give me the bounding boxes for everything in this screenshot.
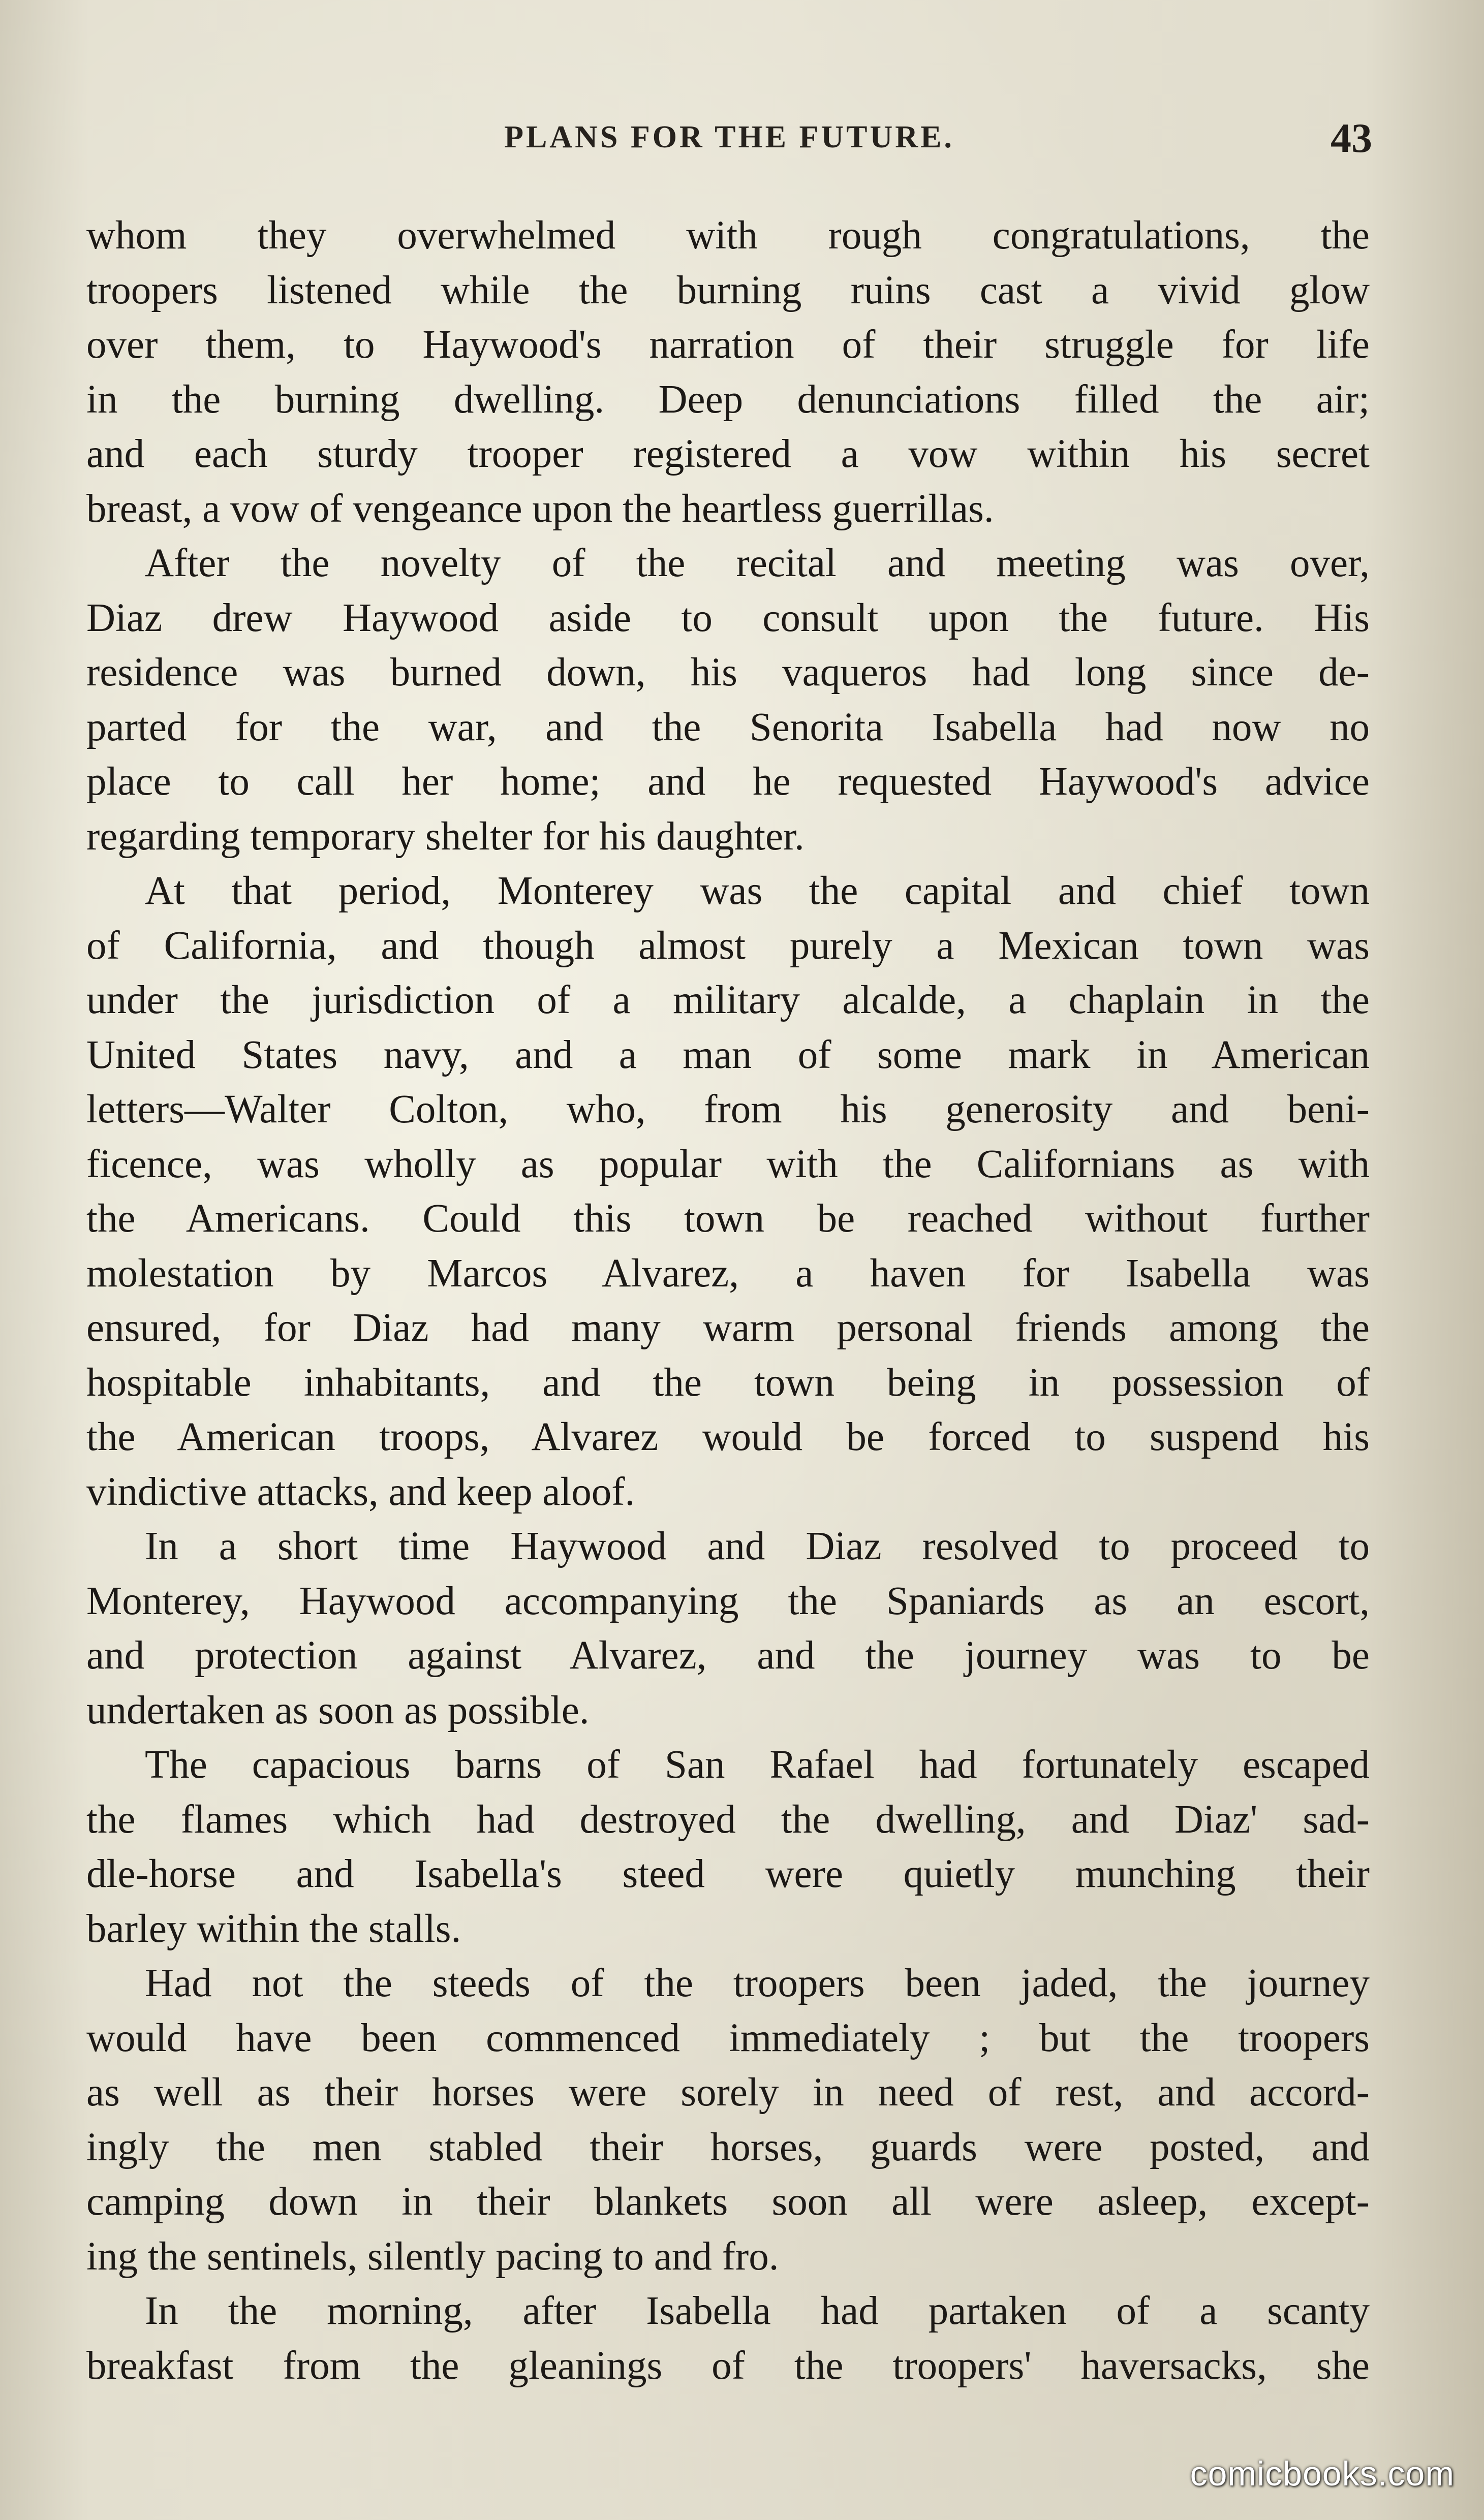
text-line: United States navy, and a man of some mark in American: [86, 1032, 1370, 1077]
text-line: residence was burned down, his vaqueros had long since de-: [86, 650, 1370, 695]
text-line: breast, a vow of vengeance upon the heartless guerrillas.: [86, 486, 994, 531]
text-line: vindictive attacks, and keep aloof.: [86, 1469, 635, 1514]
text-line: of California, and though almost purely a Mexican town was: [86, 923, 1370, 968]
text-line: ing the sentinels, silently pacing to and fro.: [86, 2234, 779, 2279]
text-line: troopers listened while the burning ruins cast a vivid glow: [86, 268, 1370, 312]
text-line: place to call her home; and he requested Haywood's advice: [86, 760, 1370, 804]
text-line: ficence, was wholly as popular with the Californians as with: [86, 1142, 1370, 1186]
text-line: the flames which had destroyed the dwelling, and Diaz' sad-: [86, 1797, 1370, 1842]
text-line: letters—Walter Colton, who, from his generosity and beni-: [86, 1087, 1370, 1131]
text-line: under the jurisdiction of a military alcalde, a chaplain in the: [86, 978, 1370, 1022]
text-line: as well as their horses were sorely in need of rest, and accord-: [86, 2070, 1370, 2115]
text-line: parted for the war, and the Senorita Isabella had now no: [86, 705, 1370, 749]
text-line: In the morning, after Isabella had partaken of a scanty: [145, 2289, 1370, 2333]
text-line: would have been commenced immediately ; but the troopers: [86, 2015, 1370, 2060]
text-line: ingly the men stabled their horses, guards were posted, and: [86, 2125, 1370, 2169]
text-line: barley within the stalls.: [86, 1906, 461, 1951]
text-line: regarding temporary shelter for his daughter.: [86, 814, 805, 859]
text-line: the Americans. Could this town be reached without further: [86, 1196, 1370, 1241]
running-head: [86, 114, 1372, 170]
text-line: ensured, for Diaz had many warm personal friends among the: [86, 1306, 1370, 1350]
body-text: [86, 208, 1370, 2393]
text-line: dle-horse and Isabella's steed were quietly munching their: [86, 1852, 1370, 1896]
page-number: 43: [1331, 115, 1372, 161]
text-line: and each sturdy trooper registered a vow within his secret: [86, 432, 1370, 476]
text-line: At that period, Monterey was the capital and chief town: [145, 869, 1370, 913]
text-line: After the novelty of the recital and meeting was over,: [145, 541, 1370, 585]
text-line: In a short time Haywood and Diaz resolved to proceed to: [145, 1524, 1370, 1568]
text-line: undertaken as soon as possible.: [86, 1688, 590, 1732]
watermark: comicbooks.com: [1190, 2454, 1455, 2493]
text-line: molestation by Marcos Alvarez, a haven for Isabella was: [86, 1251, 1370, 1296]
text-line: camping down in their blankets soon all were asleep, except-: [86, 2180, 1370, 2224]
text-line: whom they overwhelmed with rough congratulations, the: [86, 213, 1370, 258]
text-line: The capacious barns of San Rafael had fortunately escaped: [145, 1743, 1370, 1787]
text-line: breakfast from the gleanings of the troopers' haversacks, she: [86, 2343, 1370, 2388]
text-line: in the burning dwelling. Deep denunciations filled the air;: [86, 377, 1370, 422]
text-line: hospitable inhabitants, and the town being in possession of: [86, 1360, 1370, 1405]
running-title: PLANS FOR THE FUTURE.: [504, 120, 954, 154]
text-line: Monterey, Haywood accompanying the Spaniards as an escort,: [86, 1579, 1370, 1623]
text-line: over them, to Haywood's narration of their struggle for life: [86, 323, 1370, 367]
text-line: and protection against Alvarez, and the journey was to be: [86, 1633, 1370, 1678]
text-line: Had not the steeds of the troopers been jaded, the journey: [145, 1961, 1370, 2005]
text-line: Diaz drew Haywood aside to consult upon the future. His: [86, 595, 1370, 640]
text-line: the American troops, Alvarez would be forced to suspend his: [86, 1415, 1370, 1459]
